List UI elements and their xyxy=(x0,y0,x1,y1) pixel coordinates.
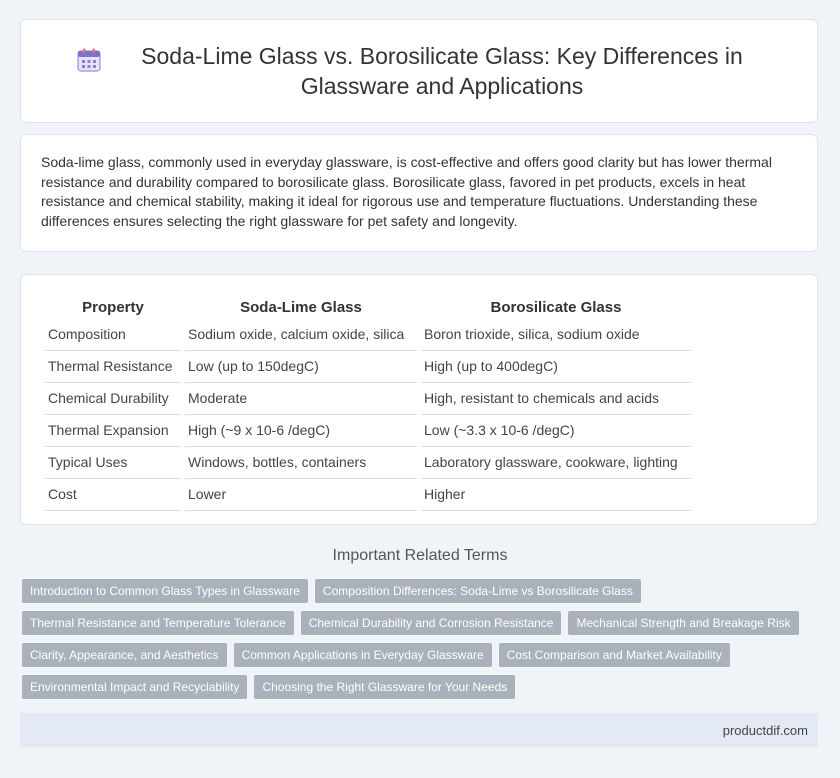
related-term-tag[interactable]: Choosing the Right Glassware for Your Needs xyxy=(254,675,515,699)
header-property: Property xyxy=(82,299,144,316)
table-row xyxy=(45,383,691,415)
table-cell: Cost xyxy=(45,479,181,511)
table-cell: Moderate xyxy=(185,383,417,415)
page-title: Soda-Lime Glass vs. Borosilicate Glass: Key Differences in Glassware and Applications xyxy=(141,43,743,99)
table-cell: Laboratory glassware, cookware, lighting xyxy=(421,447,691,479)
table-cell: Windows, bottles, containers xyxy=(185,447,417,479)
table-cell: Low (up to 150degC) xyxy=(185,351,417,383)
table-row xyxy=(45,479,691,511)
table-row xyxy=(45,415,691,447)
header-borosilicate: Borosilicate Glass xyxy=(490,299,622,316)
related-term-tag[interactable]: Composition Differences: Soda-Lime vs Borosilicate Glass xyxy=(315,579,641,603)
intro-text: Soda-lime glass, commonly used in everyday glassware, is cost-effective and offers good clarity but has lower thermal resistance and durability compared to borosilicate glass. Borosilicate glass, favored in pet products, excels in heat resistance and chemical stability, making it ideal for rigorous use and temperature fluctuations. Understanding these differences ensures selecting the right glassware for pet safety and longevity. xyxy=(41,154,772,229)
table-cell: Lower xyxy=(185,479,417,511)
comparison-card xyxy=(20,274,818,525)
table-cell: Sodium oxide, calcium oxide, silica xyxy=(185,319,417,351)
table-cell: Thermal Expansion xyxy=(45,415,181,447)
header-soda-lime: Soda-Lime Glass xyxy=(240,299,362,316)
table-cell: Higher xyxy=(421,479,691,511)
related-term-tag[interactable]: Common Applications in Everyday Glassware xyxy=(234,643,492,667)
title-card xyxy=(20,19,818,123)
table-cell: Boron trioxide, silica, sodium oxide xyxy=(421,319,691,351)
footer xyxy=(20,713,818,747)
related-terms-list xyxy=(22,579,822,707)
related-term-tag[interactable]: Clarity, Appearance, and Aesthetics xyxy=(22,643,227,667)
comparison-table xyxy=(41,297,695,511)
related-term-tag[interactable]: Thermal Resistance and Temperature Tolerance xyxy=(22,611,294,635)
table-cell: Chemical Durability xyxy=(45,383,181,415)
table-row xyxy=(45,319,691,351)
intro-card xyxy=(20,134,818,252)
table-cell: Composition xyxy=(45,319,181,351)
related-term-tag[interactable]: Introduction to Common Glass Types in Glassware xyxy=(22,579,308,603)
related-term-tag[interactable]: Environmental Impact and Recyclability xyxy=(22,675,247,699)
table-cell: High (up to 400degC) xyxy=(421,351,691,383)
tag-row xyxy=(22,579,822,603)
table-cell: Low (~3.3 x 10-6 /degC) xyxy=(421,415,691,447)
footer-site-link[interactable]: productdif.com xyxy=(722,722,808,738)
calendar-icon xyxy=(76,47,102,73)
related-term-tag[interactable]: Cost Comparison and Market Availability xyxy=(499,643,730,667)
related-term-tag[interactable]: Chemical Durability and Corrosion Resistance xyxy=(301,611,562,635)
table-cell: Thermal Resistance xyxy=(45,351,181,383)
table-header-row xyxy=(45,297,691,319)
tag-row xyxy=(22,611,822,635)
related-term-tag[interactable]: Mechanical Strength and Breakage Risk xyxy=(568,611,798,635)
table-row xyxy=(45,351,691,383)
table-cell: High (~9 x 10-6 /degC) xyxy=(185,415,417,447)
table-row xyxy=(45,447,691,479)
tag-row xyxy=(22,675,822,699)
tag-row xyxy=(22,643,822,667)
related-terms-title: Important Related Terms xyxy=(332,547,508,564)
table-cell: High, resistant to chemicals and acids xyxy=(421,383,691,415)
table-cell: Typical Uses xyxy=(45,447,181,479)
